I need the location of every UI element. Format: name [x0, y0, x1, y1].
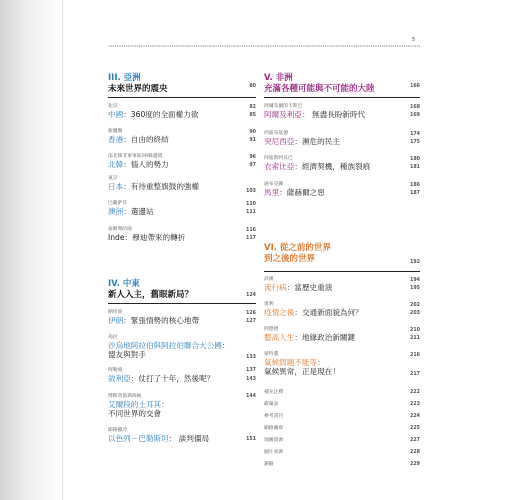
entry-page: 116 — [245, 228, 256, 233]
entry-page: 137 — [245, 368, 256, 373]
entry-page: 91 — [249, 138, 256, 143]
entry-page: 133 — [245, 355, 256, 360]
section-iii-header — [108, 73, 256, 94]
entry-page: 180 — [409, 157, 420, 162]
section-iv-heading: IV. 中東 — [108, 279, 140, 289]
entry-rest-line2: 不同世界的交會 — [108, 409, 162, 419]
entry-location: 阿勒坡 — [108, 368, 123, 373]
entry-lead: 中國 — [108, 110, 124, 119]
entry-lead: 藝高人生 — [264, 333, 295, 342]
appendix-item[interactable] — [264, 390, 420, 396]
entry-location: 巴薩萨符 — [108, 201, 128, 206]
entry-page: 126 — [245, 311, 256, 316]
entry-rest: ：選邊站 — [123, 207, 154, 216]
appendix-label: 參考書目 — [264, 414, 284, 419]
entry-page: 85 — [249, 113, 256, 118]
section-vi-heading: VI. 從之前的世界 — [264, 243, 331, 253]
toc-entry[interactable] — [264, 131, 420, 146]
appendix-item[interactable] — [264, 462, 420, 468]
entry-page: 97 — [249, 163, 256, 168]
toc-entry[interactable] — [264, 302, 420, 317]
entry-location: 阿迪斯阿貝巴 — [264, 156, 293, 161]
appendix-item[interactable] — [264, 438, 420, 444]
entry-rest: ：經濟契機，種族裂痕 — [294, 162, 371, 171]
appendix-page: 227 — [409, 438, 420, 443]
section-vi-title: 到之後的世界 — [264, 253, 316, 264]
toc-entry[interactable] — [264, 156, 420, 171]
appendix-item[interactable] — [264, 414, 420, 420]
entry-rest: ：穆迪帶來的轉折 — [124, 233, 186, 242]
section-iv-header — [108, 279, 256, 300]
entry-location: 阿德德 — [264, 327, 279, 332]
entry-lead: 突尼西亞 — [264, 137, 295, 146]
entry-location: 蒙特婁 — [264, 352, 279, 357]
entry-lead: 流行病 — [264, 283, 287, 292]
entry-rest: ：緊張情勢的核心地帶 — [123, 316, 200, 325]
entry-rest: ： 談判僵局 — [168, 434, 210, 443]
entry-lead: 伊朗 — [108, 316, 124, 325]
entry-location: 阿爾及爾的卡斯巴 — [264, 104, 303, 109]
entry-lead: 敘利亞 — [108, 374, 131, 383]
section-iv-title: 新人入主，舊眼新局？ — [108, 289, 194, 300]
entry-page: 110 — [245, 202, 256, 207]
entry-page: 111 — [245, 210, 256, 215]
entry-page: 211 — [409, 336, 420, 341]
toc-entry[interactable] — [108, 227, 256, 242]
entry-location: 奧利 — [264, 302, 274, 307]
appendix-item[interactable] — [264, 402, 420, 408]
page-number: 5 — [412, 37, 416, 43]
entry-rest: ：地緣政治新關鍵 — [294, 333, 356, 342]
entry-page: 210 — [409, 328, 420, 333]
entry-page: 181 — [409, 165, 420, 170]
toc-entry[interactable] — [264, 277, 420, 292]
toc-entry[interactable] — [108, 394, 256, 419]
entry-location: 新疆圈 — [108, 129, 123, 134]
appendix-label: 地圖資源 — [264, 438, 284, 443]
appendix-item[interactable] — [264, 450, 420, 456]
section-v-title: 充滿各種可能與不可能的大陸 — [264, 83, 375, 94]
entry-page: 103 — [245, 189, 256, 194]
entry-page: 96 — [249, 155, 256, 160]
entry-rest: ：當歷史重演 — [286, 283, 333, 292]
entry-location: 泰姬瑪哈陵 — [108, 227, 132, 232]
entry-page: 151 — [245, 437, 256, 442]
entry-lead: 澳洲 — [108, 207, 124, 216]
section-vi-rule — [264, 271, 420, 272]
section-v-heading: V. 非洲 — [264, 73, 293, 83]
entry-page: 144 — [245, 394, 256, 399]
entry-rest: ：交通新面貌為何？ — [294, 308, 363, 317]
entry-rest: ： 無盡長盼新時代 — [301, 110, 366, 119]
entry-rest: ：360度的全面權力欲 — [123, 110, 199, 119]
entry-rest: ： — [161, 400, 169, 409]
section-v-page: 166 — [409, 84, 420, 89]
appendix-label: 補充注釋 — [264, 390, 284, 395]
section-v-header — [264, 73, 420, 94]
entry-location: 耶路撒冷 — [108, 428, 128, 433]
appendix-label: 圖片來源 — [264, 450, 284, 455]
entry-lead: 日本 — [108, 182, 124, 191]
entry-rest: ：薩赫爾之惡 — [279, 188, 325, 197]
appendix-page: 223 — [409, 402, 420, 407]
entry-lead: 阿爾及利亞 — [264, 110, 302, 119]
entry-page: 217 — [409, 372, 420, 377]
toc-entry[interactable] — [108, 310, 256, 325]
entry-lead: 北韓 — [108, 160, 124, 169]
entry-lead: 香港 — [108, 135, 124, 144]
entry-location: 烏拉 — [108, 335, 118, 340]
entry-location: 武漢 — [264, 277, 274, 282]
entry-rest: ：仗打了十年，然後呢？ — [130, 374, 215, 383]
entry-location: 通布克圖 — [264, 182, 284, 187]
appendix-label: 謝辭 — [264, 462, 274, 467]
appendix-page: 229 — [409, 462, 420, 467]
entry-rest: ： — [317, 358, 325, 367]
entry-page: 216 — [409, 353, 420, 358]
entry-page: 186 — [409, 183, 420, 188]
entry-lead: 疫情之後 — [264, 308, 295, 317]
entry-lead: 衣索比亞 — [264, 162, 295, 171]
gutter-line — [62, 0, 63, 500]
toc-entry[interactable] — [108, 104, 256, 119]
appendix-page: 225 — [409, 426, 420, 431]
section-iii-title: 未來世界的震央 — [108, 83, 168, 94]
section-iv-rule — [108, 303, 256, 304]
book-spine-shadow — [0, 0, 58, 500]
entry-lead: 以色列－巴勒斯坦 — [108, 434, 169, 443]
entry-lead: 沙烏地阿拉伯與阿拉伯聯合大公國 — [108, 341, 222, 350]
entry-rest: ： — [221, 341, 230, 350]
entry-page: 203 — [409, 311, 420, 316]
entry-lead: 艾爾段的土耳其 — [108, 400, 162, 409]
entry-page: 143 — [245, 377, 256, 382]
entry-page: 195 — [409, 286, 420, 291]
toc-entry[interactable] — [108, 368, 256, 383]
toc-entry[interactable] — [108, 201, 256, 216]
entry-page: 175 — [409, 140, 420, 145]
toc-entry[interactable] — [264, 327, 420, 342]
entry-location: 東京 — [108, 176, 118, 181]
entry-location: 納坦茲 — [108, 310, 123, 315]
entry-rest: ：惱人的勢力 — [123, 160, 169, 169]
entry-page: 127 — [245, 319, 256, 324]
entry-page: 82 — [249, 105, 256, 110]
appendix-page: 228 — [409, 450, 420, 455]
entry-page: 117 — [245, 236, 256, 241]
toc-entry[interactable] — [108, 428, 256, 443]
toc-entry[interactable] — [264, 182, 420, 197]
entry-page: 168 — [409, 105, 420, 110]
entry-location: 博斯普魯斯海峽 — [108, 394, 142, 399]
entry-rest: ：有待重整旗鼓的強權 — [123, 182, 200, 191]
toc-entry[interactable] — [108, 335, 256, 360]
section-vi-header — [264, 243, 420, 264]
entry-lead: Inde — [108, 233, 125, 242]
entry-rest-line2: 氣候異常，正是現在！ — [264, 367, 340, 377]
toc-entry[interactable] — [108, 154, 256, 169]
section-iii-heading: III. 亞洲 — [108, 73, 141, 83]
section-iii-page: 80 — [249, 84, 256, 89]
dotted-header-rule — [108, 45, 420, 47]
toc-entry[interactable] — [264, 104, 420, 119]
entry-page: 169 — [409, 113, 420, 118]
toc-entry[interactable] — [264, 352, 420, 377]
appendix-item[interactable] — [264, 426, 420, 432]
entry-location: 北京 — [108, 104, 118, 109]
section-iv-page: 124 — [245, 293, 256, 298]
entry-rest: ：瀕危的民主 — [294, 137, 340, 146]
toc-entry[interactable] — [108, 176, 256, 194]
appendix-label: 網路圖庫 — [264, 426, 284, 431]
entry-rest-line2: 盟友與對手 — [108, 350, 146, 360]
entry-page: 174 — [409, 132, 420, 137]
section-iii-rule — [108, 97, 256, 98]
entry-page: 202 — [409, 303, 420, 308]
entry-page: 194 — [409, 278, 420, 283]
entry-location: 西迪布基德 — [264, 131, 288, 136]
section-v-rule — [264, 97, 420, 98]
toc-entry[interactable] — [108, 129, 256, 144]
entry-lead: 馬里 — [264, 188, 280, 197]
appendix-label: 辭彙表 — [264, 402, 279, 407]
entry-location: 南北韓非軍事區/兩韓邊境 — [108, 154, 163, 159]
section-vi-page: 192 — [409, 260, 420, 265]
appendix-page: 222 — [409, 390, 420, 395]
appendix-page: 224 — [409, 414, 420, 419]
entry-lead: 氣候問題不能等 — [264, 358, 318, 367]
entry-page: 187 — [409, 191, 420, 196]
entry-rest: ：自由的終結 — [123, 135, 169, 144]
entry-page: 90 — [249, 130, 256, 135]
